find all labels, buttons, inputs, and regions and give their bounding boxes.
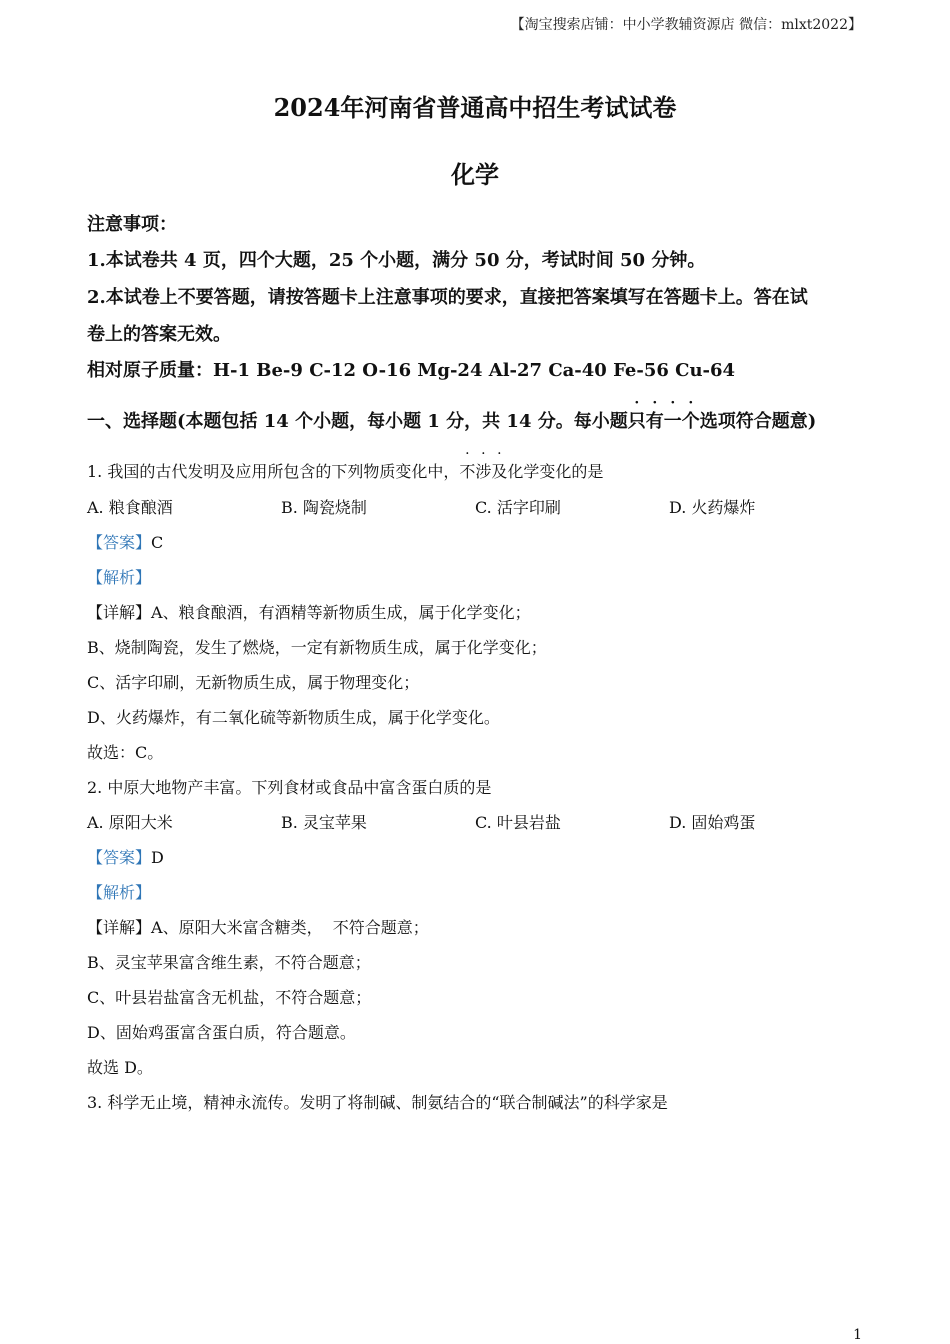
q1-stem: 1. 我国的古代发明及应用所包含的下列物质变化中，不 · 涉 · 及 · 化学变化的是 — [87, 446, 604, 481]
notice-item-2-line-1: 2.本试卷上不要答题，请按答题卡上注意事项的要求，直接把答案填写在答题卡上。答在试 — [87, 287, 808, 308]
q1-conclusion: 故选：C。 — [87, 743, 164, 762]
q2-analysis-label: 【解析】 — [87, 883, 152, 902]
subject-title: 化学 — [451, 160, 499, 189]
emphasis-char: 涉 · — [475, 446, 492, 481]
q1-option-a: A. 粮食酿酒 — [87, 498, 173, 517]
emphasis-char: 只 · — [627, 395, 646, 432]
q2-detail-b: B、灵宝苹果富含维生素，不符合题意； — [87, 953, 371, 972]
emphasis-char: 及 · — [491, 446, 508, 481]
q1-detail-a: 【详解】A、粮食酿酒，有酒精等新物质生成，属于化学变化； — [87, 603, 531, 622]
exam-title: 2024年河南省普通高中招生考试试卷 — [273, 93, 677, 122]
notice-item-1: 1.本试卷共 4 页，四个大题，25 个小题，满分 50 分，考试时间 50 分钟。 — [87, 250, 706, 271]
section-1-heading — [87, 395, 817, 433]
q2-detail-c: C、叶县岩盐富含无机盐，不符合题意； — [87, 988, 372, 1007]
q2-detail-a: 【详解】A、原阳大米富含糖类， 不符合题意； — [87, 918, 429, 937]
header-note: 【淘宝搜索店铺：中小学教辅资源店 微信：mlxt2022】 — [510, 17, 862, 33]
q2-answer: 【答案】D — [87, 848, 164, 867]
emphasis-char: 个 · — [681, 395, 700, 432]
notice-heading: 注意事项： — [87, 214, 177, 235]
q1-option-c: C. 活字印刷 — [475, 498, 561, 517]
q2-option-a: A. 原阳大米 — [87, 813, 173, 832]
q2-option-b: B. 灵宝苹果 — [281, 813, 367, 832]
q2-conclusion: 故选 D。 — [87, 1058, 153, 1077]
atomic-mass-line: 相对原子质量：H-1 Be-9 C-12 O-16 Mg-24 Al-27 Ca-40 Fe-56 Cu-64 — [87, 360, 736, 381]
q1-option-d: D. 火药爆炸 — [669, 498, 756, 517]
q1-answer: 【答案】C — [87, 533, 164, 552]
q1-detail-b: B、烧制陶瓷，发生了燃烧，一定有新物质生成，属于化学变化； — [87, 638, 547, 657]
q2-detail-d: D、固始鸡蛋富含蛋白质，符合题意。 — [87, 1023, 356, 1042]
q2-stem: 2. 中原大地物产丰富。下列食材或食品中富含蛋白质的是 — [87, 778, 492, 797]
notice-item-2-line-2: 卷上的答案无效。 — [87, 324, 231, 345]
emphasis-char: 一 · — [663, 395, 682, 432]
q1-detail-d: D、火药爆炸，有二氧化硫等新物质生成，属于化学变化。 — [87, 708, 500, 727]
section-1-prefix: 一、选择题(本题包括 14 个小题，每小题 1 分，共 14 分。每小题 — [87, 411, 628, 432]
q2-option-d: D. 固始鸡蛋 — [669, 813, 756, 832]
q2-option-c: C. 叶县岩盐 — [475, 813, 561, 832]
answer-label: 【答案】 — [87, 533, 152, 552]
emphasis-char: 不 · — [459, 446, 476, 481]
answer-label: 【答案】 — [87, 848, 152, 867]
emphasis-char: 有 · — [645, 395, 664, 432]
page-number: 1 — [853, 1327, 862, 1343]
section-1-suffix: 选项符合题意) — [699, 411, 817, 432]
q1-detail-c: C、活字印刷，无新物质生成，属于物理变化； — [87, 673, 420, 692]
q3-stem: 3. 科学无止境，精神永流传。发明了将制碱、制氨结合的“联合制碱法”的科学家是 — [87, 1093, 668, 1112]
q1-analysis-label: 【解析】 — [87, 568, 152, 587]
q1-option-b: B. 陶瓷烧制 — [281, 498, 367, 517]
